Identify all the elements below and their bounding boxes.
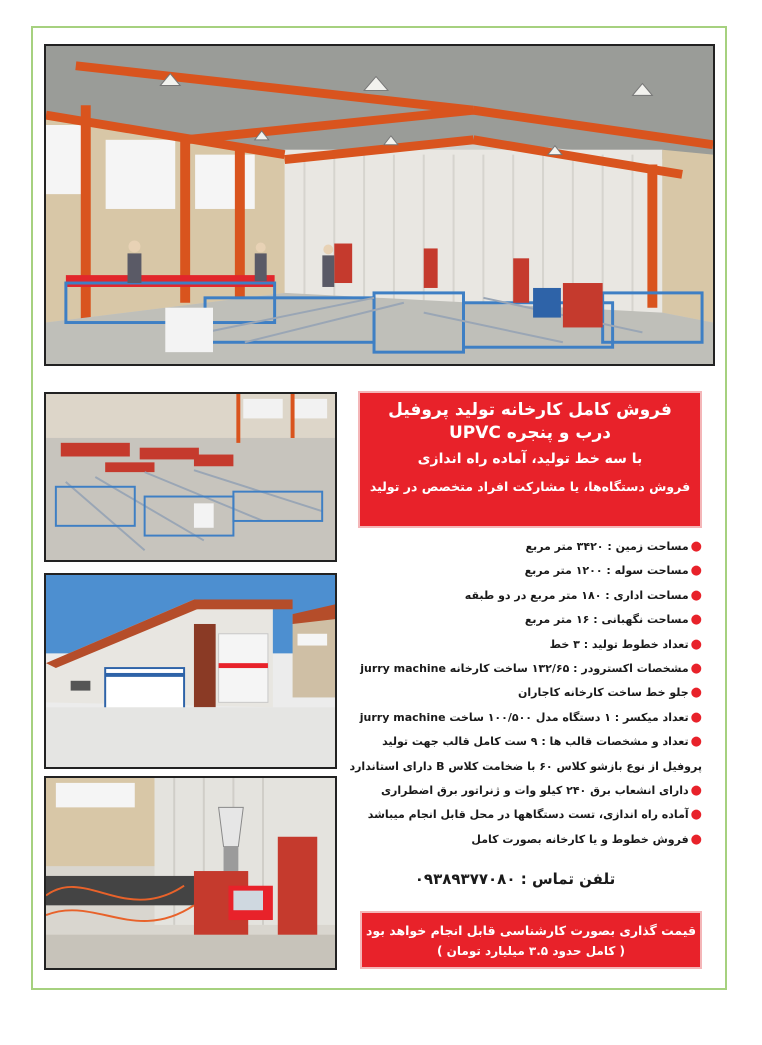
contact-label: تلفن تماس : (520, 870, 616, 888)
headline-title: فروش کامل کارخانه تولید پروفیل (388, 400, 672, 420)
headline-subtitle: با سه خط تولید، آماده راه اندازی (417, 451, 643, 467)
bullet-icon: ● (690, 587, 702, 603)
contact-line (350, 870, 680, 888)
headline-offer: فروش دستگاه‌ها، یا مشارکت افراد متخصص در تولید (369, 479, 691, 494)
bullet-icon: ● (690, 782, 702, 798)
feature-item: ●مساحت زمین : ۳۴۲۰ متر مربع (525, 539, 702, 554)
bullet-icon: ● (690, 636, 702, 652)
extruder-machine-photo (44, 776, 337, 970)
feature-item: ●دارای انشعاب برق ۲۴۰ کیلو وات و ژنراتور برق اضطراری (380, 782, 702, 798)
feature-list (350, 535, 702, 852)
bullet-icon: ● (690, 612, 702, 628)
factory-exterior-photo (44, 573, 337, 769)
price-banner (360, 911, 702, 969)
bullet-icon: ● (690, 807, 702, 823)
bullet-icon: ● (690, 563, 702, 579)
feature-item: ●جلو خط ساخت کارخانه کاجاران (518, 685, 702, 701)
headline-product: درب و پنجره UPVC (448, 423, 611, 443)
headline-banner (358, 391, 702, 528)
bullet-icon: ● (690, 685, 702, 701)
bullet-icon: ● (690, 660, 702, 676)
feature-item-continued: پروفیل از نوع بازشو کلاس ۶۰ با ضخامت کلاس B دارای استاندارد (349, 759, 702, 773)
feature-item: ●مشخصات اکسترودر : ۱۳۲/۶۵ ساخت کارخانه jurry machine (360, 660, 702, 676)
feature-item: ●تعداد و مشخصات قالب ها : ۹ ست کامل قالب جهت تولید (382, 734, 702, 750)
feature-item: ●مساحت سوله : ۱۲۰۰ متر مربع (524, 563, 702, 579)
feature-item: ●مساحت نگهبانی : ۱۶ متر مربع (524, 612, 702, 628)
price-estimate: ( کامل حدود ۳.۵ میلیارد تومان ) (437, 944, 625, 958)
price-note: قیمت گذاری بصورت کارشناسی قابل انجام خواهد بود (365, 923, 697, 938)
production-lines-photo (44, 392, 337, 562)
feature-item: ●فروش خطوط و یا کارخانه بصورت کامل (471, 831, 702, 847)
bullet-icon: ● (690, 709, 702, 725)
bullet-icon: ● (690, 539, 702, 554)
bullet-icon: ● (690, 734, 702, 750)
phone-number[interactable]: ۰۹۳۸۹۳۷۷۰۸۰ (414, 870, 516, 888)
factory-hall-photo (44, 44, 715, 366)
feature-item: ●آماده راه اندازی، تست دستگاهها در محل قابل انجام میباشد (367, 807, 702, 823)
feature-item: ●مساحت اداری : ۱۸۰ متر مربع در دو طبقه (464, 587, 702, 603)
feature-item: ●تعداد خطوط تولید : ۳ خط (549, 636, 702, 652)
bullet-icon: ● (690, 831, 702, 847)
feature-item: ●تعداد میکسر : ۱ دستگاه مدل ۱۰۰/۵۰۰ ساخت jurry machine (359, 709, 702, 725)
